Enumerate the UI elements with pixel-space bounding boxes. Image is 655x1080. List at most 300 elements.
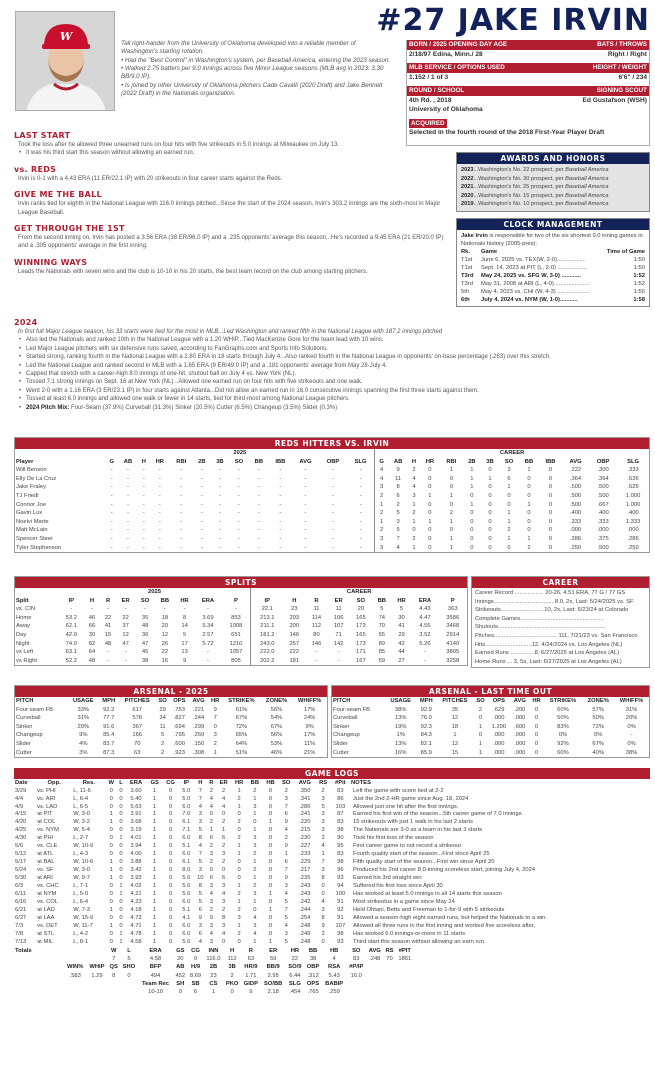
game-cell: 0 <box>209 867 213 874</box>
column-header: PITCHES <box>442 698 468 704</box>
totals-header: BFP <box>149 964 162 971</box>
split-cell: 112 <box>311 623 322 630</box>
clock-time: 1:52 <box>633 281 645 288</box>
cell-career: 0 <box>548 535 553 542</box>
column-header: HR <box>532 698 541 704</box>
game-note: Left the game with score tied at 2-2 <box>353 787 444 794</box>
service-label: MLB SERVICE / OPTIONS USED <box>409 64 505 72</box>
pitch-stat: 91.6 <box>103 723 115 730</box>
split-cell: 243.0 <box>251 640 283 649</box>
cell-2025: - <box>359 492 362 499</box>
rank-header: Rk. <box>461 249 471 256</box>
game-cell: 0 <box>109 827 113 834</box>
cell-2025: - <box>304 467 307 474</box>
cell-career: 2 <box>412 535 416 542</box>
cell-2025: - <box>304 484 307 491</box>
split-cell: 20 <box>357 606 365 613</box>
career-item <box>475 632 646 641</box>
game-cell: 4.21 <box>130 890 142 897</box>
cell-2025: - <box>180 492 183 499</box>
totals-value: 4 <box>332 956 336 963</box>
game-cell: 0 <box>268 930 273 937</box>
pitch-stat: 46% <box>270 749 283 756</box>
spacer <box>120 980 138 989</box>
pitch-name: Slider <box>333 740 348 747</box>
column-header: PITCHES <box>124 698 150 704</box>
split-cell: - <box>124 657 127 664</box>
pitch-stat: 54% <box>270 715 283 722</box>
game-cell: 4 <box>284 890 288 897</box>
split-cell: 14 <box>181 623 188 630</box>
cell-career: 6 <box>396 492 400 499</box>
totals-header: AVG <box>368 947 381 954</box>
cell-career: 0 <box>527 492 531 499</box>
cell-career: 1.000 <box>625 501 641 508</box>
column-header: H <box>141 458 146 465</box>
totals-value: 4.58 <box>149 956 162 963</box>
totals-row <box>14 963 414 972</box>
split-cell: 1008 <box>229 623 243 630</box>
totals-header: HR/9 <box>244 964 258 971</box>
split-name: Night <box>16 640 30 647</box>
pitch-stat: 1 <box>478 749 483 756</box>
game-cell: 4 <box>222 890 226 897</box>
game-cell: 4.73 <box>130 914 142 921</box>
career-value: 12, 4/24/2024 vs. Los Angeles (NL) <box>531 641 623 648</box>
game-cell: 1 <box>153 787 157 794</box>
cell-career: 0 <box>548 484 553 491</box>
game-cell: 4 <box>209 930 213 937</box>
cell-2025: - <box>142 484 145 491</box>
column-header: 2B <box>198 458 206 465</box>
split-name: vs. CIN <box>16 606 36 613</box>
career-label: Career Record .................. <box>475 590 546 596</box>
intro-line: • Walked 2.75 batters per 9.0 innings across five Minor League seasons (MLB avg in 2023: 3.30 BB/9.0 IP). <box>121 65 384 81</box>
pitch-stat: 72% <box>235 723 248 730</box>
cell-career: 1 <box>449 535 453 542</box>
clock-rank: T1st <box>461 257 473 264</box>
cell-2025: - <box>127 475 129 482</box>
game-cell: 6.1 <box>182 859 191 866</box>
split-cell: 55 <box>378 631 386 638</box>
table-row <box>332 714 649 723</box>
award-item <box>461 175 645 184</box>
game-cell: 100 <box>335 890 346 897</box>
pitch-stat: 1% <box>396 732 405 739</box>
arsenal-2025-table <box>14 685 328 758</box>
game-cell: 3.42 <box>130 867 142 874</box>
cell-career: .250 <box>569 544 582 551</box>
pitch-stat: 38% <box>394 706 407 713</box>
game-cell: 6 <box>222 875 226 882</box>
pitch-stat: .923 <box>173 749 185 756</box>
game-cell: 0 <box>253 819 257 826</box>
split-cell: 22.1 <box>251 605 283 614</box>
totals-value: 1 <box>211 989 216 996</box>
cell-career: .500 <box>569 501 582 508</box>
game-cell: .215 <box>299 827 311 834</box>
split-cell: 142 <box>333 640 344 647</box>
section-text: Took the loss after he allowed three unearned runs on four hits with five strikeouts in 5.0 innings at Milwaukee on July 13. <box>18 142 340 148</box>
table-row <box>15 614 467 623</box>
cell-career: 0 <box>428 527 432 534</box>
group-header-row <box>15 588 467 597</box>
totals-value: 494 <box>150 972 161 979</box>
game-cell: 3.94 <box>130 843 142 850</box>
cell-career: 0 <box>488 467 492 474</box>
split-cell: 48 <box>141 623 149 630</box>
totals-header: RSA <box>328 964 341 971</box>
split-name: Away <box>16 623 31 630</box>
game-cell: 3 <box>284 795 288 802</box>
split-cell: 26 <box>161 640 169 647</box>
column-header: PITCH <box>16 698 34 704</box>
totals-value: 59 <box>269 956 277 963</box>
cell-2025: - <box>304 527 307 534</box>
game-cell: 0 <box>168 827 173 834</box>
cell-career: .364 <box>597 475 609 482</box>
pitch-stat: 63 <box>133 749 141 756</box>
scout-value: Ed Gustafson (WSH) <box>582 97 647 105</box>
table-row <box>14 811 650 819</box>
game-cell: at COL <box>37 819 56 826</box>
career-label: Home Runs ... <box>475 658 514 665</box>
cell-2025: - <box>200 518 203 525</box>
cell-2025: - <box>237 518 240 525</box>
career-item <box>475 649 646 658</box>
totals-value: 83 <box>353 956 360 963</box>
game-cell: 6 <box>209 835 213 842</box>
cell-career: 0 <box>548 510 553 517</box>
game-cell: 83 <box>337 787 344 794</box>
game-cell: 3 <box>209 851 213 858</box>
pitch-stat: 83% <box>557 723 569 730</box>
pitch-stat: 13% <box>394 715 407 722</box>
split-cell: 2914 <box>446 631 460 638</box>
game-cell: 6.0 <box>182 922 191 929</box>
game-cell: 103 <box>335 803 346 810</box>
section-bullet: • It was his third start this season without allowing an earned run. <box>14 149 454 157</box>
game-cell: 3 <box>222 898 226 905</box>
game-cell: L, 6-4 <box>73 795 89 802</box>
pitch-stat: 85.9 <box>420 749 432 756</box>
game-cell: 5/6 <box>15 843 24 850</box>
bio-header-row <box>407 86 649 96</box>
career-item <box>475 623 646 632</box>
game-cell: 1 <box>253 827 257 834</box>
cell-2025: - <box>304 492 307 499</box>
game-cell: 0 <box>168 898 173 905</box>
cell-career: .364 <box>569 475 582 482</box>
cell-career: .222 <box>569 467 582 474</box>
cell-2025: - <box>180 518 183 525</box>
pitch-stat: 1 <box>478 740 483 747</box>
cell-career: .625 <box>627 484 639 491</box>
game-cell: 1 <box>153 811 157 818</box>
clock-time: 1:50 <box>633 257 645 264</box>
table-row <box>14 931 650 939</box>
split-cell: - <box>315 649 318 656</box>
split-cell: 181 <box>289 657 300 664</box>
game-cell: 0 <box>109 851 113 858</box>
game-cell: at PIT <box>37 811 53 818</box>
game-cell: 98 <box>337 827 344 834</box>
section-text: In first full Major League season, his 33 starts were tied for the most in MLB...Led Washington and ranked fifth in the National League with 187.2 innings pitched <box>18 329 443 335</box>
pitch-stat: .200 <box>514 706 526 713</box>
column-header: HR <box>211 698 220 704</box>
game-note: Allowed a season-high eight earned runs, but helped the Nationals to a win. <box>353 914 548 921</box>
game-cell: 0 <box>268 922 273 929</box>
totals-header: INN <box>208 947 219 954</box>
split-cell: 22 <box>161 649 169 656</box>
section-heading: GIVE ME THE BALL <box>14 190 102 200</box>
game-cell: 0 <box>237 859 241 866</box>
cell-career: .000 <box>627 527 639 534</box>
game-cell: 0 <box>268 859 273 866</box>
split-cell: 63.1 <box>65 649 77 656</box>
game-cell: 4 <box>222 803 226 810</box>
game-cell: 1 <box>109 875 113 882</box>
cell-career: 0 <box>470 510 474 517</box>
table-row <box>14 835 650 843</box>
game-note: Allowed just one hit after the first innings. <box>353 803 459 810</box>
game-cell: W, 3-0 <box>73 811 91 818</box>
table-row <box>14 923 650 931</box>
pitch-stat: 5 <box>161 732 165 739</box>
split-cell: 89 <box>378 640 386 647</box>
game-cell: 3 <box>198 811 202 818</box>
column-header: STRIKE% <box>549 698 577 704</box>
totals-header: SO/BB <box>264 980 283 987</box>
game-cell: 7 <box>284 803 288 810</box>
split-cell: 30 <box>398 614 405 621</box>
pitch-stat: 2 <box>213 740 217 747</box>
game-cell: 1 <box>237 843 241 850</box>
game-cell: at LAD <box>37 906 55 913</box>
game-cell: 0 <box>119 906 123 913</box>
split-cell: 651 <box>231 631 241 638</box>
cell-2025: - <box>158 501 161 508</box>
cell-2025: - <box>304 535 307 542</box>
cell-2025: - <box>359 544 362 551</box>
pitch-stat: 13% <box>394 740 407 747</box>
cell-career: 0 <box>428 467 432 474</box>
game-cell: 1 <box>253 795 257 802</box>
pitch-stat: .244 <box>192 715 205 722</box>
split-cell: 106 <box>333 614 344 621</box>
cell-2025: - <box>332 492 334 499</box>
cell-career: 4 <box>375 466 388 475</box>
column-header: IP <box>68 597 75 604</box>
game-logs-table <box>14 768 650 996</box>
pitch-stat: 0 <box>534 715 539 722</box>
game-cell: 8.0 <box>182 867 191 874</box>
game-cell: 7 <box>284 867 288 874</box>
totals-value: 8 <box>112 972 116 979</box>
pitch-stat: .694 <box>173 723 185 730</box>
column-header: OPS <box>492 698 505 704</box>
cell-career: 0 <box>412 527 416 534</box>
cell-career: 0 <box>449 475 453 482</box>
game-note: Most strikeotus in a game since May 24 <box>353 898 455 905</box>
game-cell: at LAA <box>37 914 55 921</box>
cell-career: 1 <box>428 492 432 499</box>
table-row <box>14 875 650 883</box>
totals-value: 2.95 <box>267 972 279 979</box>
award-source: Baseball America <box>565 167 609 174</box>
clock-rows <box>461 256 645 304</box>
spacer <box>64 955 87 963</box>
section-text: From the second inning on, Irvin has posted a 3.56 ERA (38 ER/96.0 IP) and a .235 opponents' average this season...He's recorded a 9.45 ERA (21 ER/20.0 IP) and a .305 opponents' average in the first inning. <box>18 234 444 250</box>
clock-game: Sept. 14, 2023 at PIT (L, 2-0) .................. <box>481 265 587 272</box>
cell-career: 0 <box>470 527 474 534</box>
column-header: MPH <box>102 698 116 704</box>
split-cell: 11 <box>335 606 342 613</box>
game-cell: 9 <box>209 914 213 921</box>
game-cell: 1 <box>237 922 241 929</box>
table-row <box>332 731 649 740</box>
career-value: 111, 7/21/23 vs. San Francisco <box>558 632 638 639</box>
table-row <box>15 749 327 758</box>
game-cell: 4 <box>198 938 202 945</box>
cell-2025: - <box>158 484 161 491</box>
table-row <box>14 796 650 804</box>
column-header: RBI <box>446 458 457 465</box>
cell-2025: - <box>237 527 240 534</box>
game-cell: 8 <box>321 875 325 882</box>
cell-2025: - <box>200 527 203 534</box>
totals-grid <box>14 947 414 997</box>
player-intro <box>121 40 393 99</box>
column-header: R <box>209 780 214 786</box>
game-cell: 2 <box>284 835 288 842</box>
clock-rank: 5th <box>461 289 470 296</box>
splits-title: SPLITS <box>15 577 467 588</box>
split-cell: - <box>423 649 426 656</box>
cell-2025: - <box>180 535 183 542</box>
column-header: WHIFF% <box>619 698 644 704</box>
cell-career: 0 <box>488 544 492 551</box>
game-cell: at ARI <box>37 875 53 882</box>
game-cell: 2 <box>321 787 325 794</box>
totals-value: .765 <box>307 989 319 996</box>
award-source: Baseball America <box>565 192 609 199</box>
section-text: Irvin is 0-1 with a 4.43 ERA (11 ER/22.1 IP) with 20 strikeouts in four career starts against the Reds. <box>18 175 283 182</box>
cell-2025: - <box>332 535 334 542</box>
arsenal-last-grid <box>332 697 649 757</box>
pitch-stat: 61% <box>235 706 248 713</box>
totals-value: 0 <box>178 989 182 996</box>
game-cell: 1 <box>153 883 157 890</box>
column-header-row <box>15 697 327 706</box>
award-source: Baseball America <box>565 175 609 182</box>
table-row <box>15 501 649 510</box>
time-header: Time of Game <box>606 249 645 256</box>
award-year: 2021 <box>461 184 474 191</box>
game-cell: 1 <box>109 819 113 826</box>
award-item <box>461 166 645 175</box>
cell-2025: - <box>158 535 161 542</box>
pitch-stat: 11% <box>304 740 316 747</box>
cell-career: 0 <box>449 527 453 534</box>
game-cell: 0 <box>268 803 273 810</box>
game-cell: 6 <box>198 906 202 913</box>
table-row <box>14 859 650 867</box>
awards-box <box>456 152 650 212</box>
totals-value: .312 <box>307 972 319 979</box>
table-row <box>15 605 467 614</box>
pitch-stat: 367 <box>132 723 143 730</box>
cell-2025: - <box>304 501 307 508</box>
career-value: 3, 5x, Last: 6/27/2025 at Los Angeles (AL) <box>513 658 622 665</box>
column-header: L <box>119 780 123 786</box>
game-cell: vs. DET <box>37 922 58 929</box>
cell-2025: - <box>237 484 240 491</box>
split-cell: 70 <box>378 623 386 630</box>
column-header: HR <box>155 458 164 465</box>
game-cell: 93 <box>337 938 344 945</box>
pitch-stat: 76.0 <box>420 715 432 722</box>
game-cell: 3 <box>321 795 325 802</box>
game-cell: 5 <box>284 938 288 945</box>
game-note: Took his first loss of the season <box>353 835 434 842</box>
game-cell: 9 <box>321 922 325 929</box>
game-cell: 5/24 <box>15 867 27 874</box>
cell-career: 0 <box>488 535 492 542</box>
game-note: Allowed all three runs in the first inning and worked five scoreless after. <box>353 922 536 929</box>
player-portrait-icon <box>16 12 115 111</box>
split-cell: 5 <box>399 606 404 613</box>
game-cell: 2 <box>209 859 213 866</box>
split-cell: 4140 <box>446 640 460 647</box>
cell-2025: - <box>110 544 113 551</box>
pitch-name: Curveball <box>333 715 358 722</box>
cell-2025: - <box>158 510 161 517</box>
game-cell: 0 <box>119 922 123 929</box>
cell-2025: - <box>180 467 183 474</box>
spacer <box>107 988 120 996</box>
pitch-stat: 0% <box>627 740 636 747</box>
cell-2025: - <box>110 535 113 542</box>
game-cell: 7 <box>198 795 202 802</box>
totals-header: #P/IP <box>349 964 364 971</box>
spacer <box>64 988 87 996</box>
split-cell: 47 <box>122 640 129 647</box>
game-cell: vs. COL <box>37 898 58 905</box>
game-cell: 4 <box>284 922 288 929</box>
cell-career: 2 <box>375 526 388 535</box>
clock-body <box>457 230 649 306</box>
column-header: SLG <box>627 458 639 465</box>
pitch-stat: 16% <box>394 749 407 756</box>
pitch-name: Sinker <box>16 723 33 730</box>
cell-career: .667 <box>597 501 609 508</box>
totals-value: 112 <box>227 956 237 963</box>
cell-2025: - <box>218 501 221 508</box>
split-cell: 167 <box>356 657 366 664</box>
cell-career: 1.000 <box>625 492 641 499</box>
section-bullet: • Capped that stretch with a career-high 8.0 innings of one-hit, shutout ball on July 4 vs. New York (NL). <box>14 370 650 378</box>
cell-2025: - <box>279 510 282 517</box>
career-label: Shutouts................................................................... <box>475 624 606 631</box>
game-cell: 3/29 <box>15 787 27 794</box>
table-row <box>14 907 650 915</box>
game-cell: 3 <box>209 922 213 929</box>
column-header: SO <box>140 597 150 604</box>
cell-2025: - <box>332 527 334 534</box>
split-cell: - <box>163 606 166 613</box>
game-cell: 91 <box>337 898 344 905</box>
